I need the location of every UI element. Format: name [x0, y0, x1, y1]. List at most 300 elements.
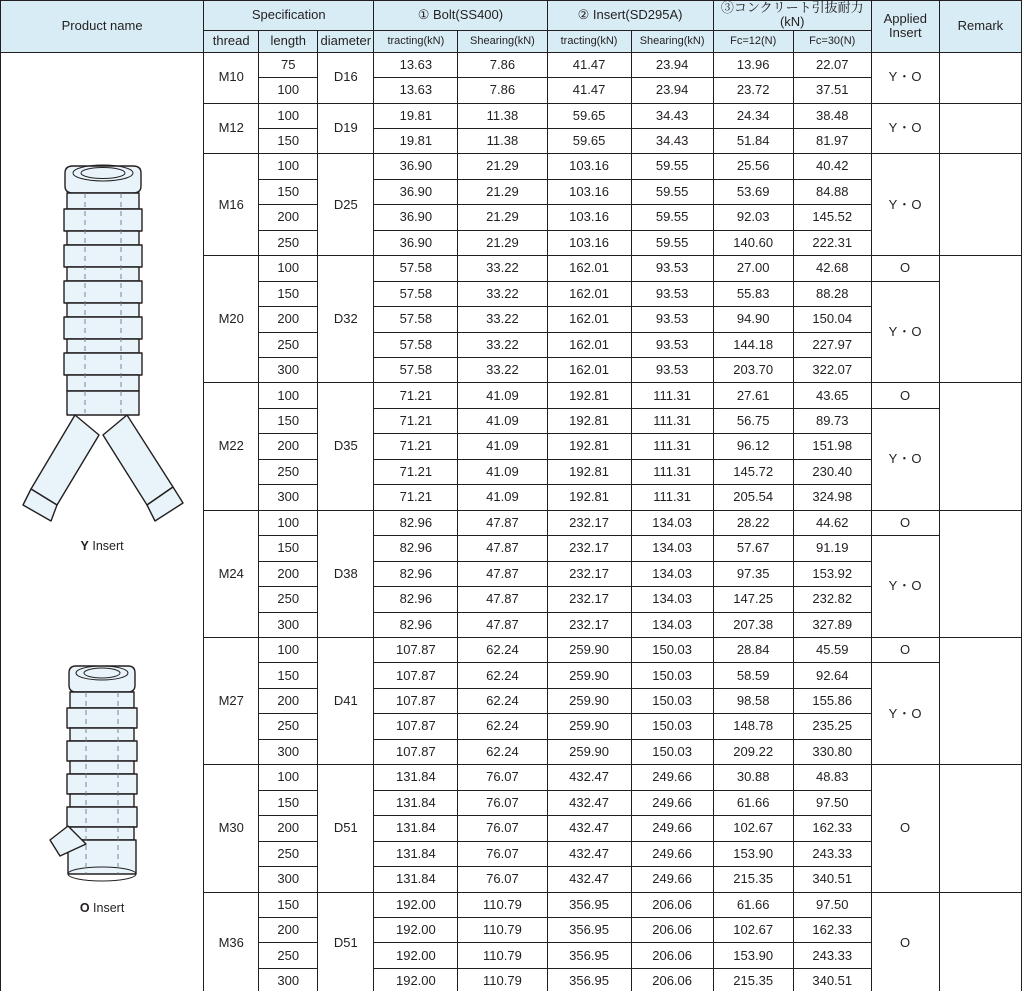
fc12-cell: 61.66 — [713, 892, 793, 917]
length-cell: 150 — [259, 408, 318, 433]
length-cell: 250 — [259, 714, 318, 739]
length-cell: 75 — [259, 52, 318, 77]
length-cell: 150 — [259, 128, 318, 153]
bolt-shearing-cell: 47.87 — [458, 536, 547, 561]
fc12-cell: 98.58 — [713, 688, 793, 713]
fc12-cell: 55.83 — [713, 281, 793, 306]
bolt-shearing-cell: 76.07 — [458, 841, 547, 866]
diameter-cell: D19 — [318, 103, 374, 154]
remark-cell — [939, 103, 1021, 154]
bolt-tracting-cell: 13.63 — [374, 52, 458, 77]
fc30-cell: 153.92 — [793, 561, 871, 586]
bolt-tracting-cell: 71.21 — [374, 383, 458, 408]
fc30-cell: 92.64 — [793, 663, 871, 688]
bolt-shearing-cell: 41.09 — [458, 434, 547, 459]
insert-tracting-cell: 259.90 — [547, 688, 631, 713]
y-insert-caption — [1, 538, 203, 554]
header-thread: thread — [204, 30, 259, 52]
bolt-tracting-cell: 36.90 — [374, 179, 458, 204]
length-cell: 100 — [259, 154, 318, 179]
table-body — [1, 52, 1022, 991]
insert-shearing-cell: 150.03 — [631, 714, 713, 739]
bolt-tracting-cell: 107.87 — [374, 688, 458, 713]
bolt-tracting-cell: 71.21 — [374, 459, 458, 484]
insert-shearing-cell: 134.03 — [631, 510, 713, 535]
fc30-cell: 97.50 — [793, 892, 871, 917]
bolt-tracting-cell: 57.58 — [374, 307, 458, 332]
bolt-tracting-cell: 57.58 — [374, 332, 458, 357]
insert-shearing-cell: 134.03 — [631, 536, 713, 561]
fc30-cell: 91.19 — [793, 536, 871, 561]
remark-cell — [939, 892, 1021, 991]
fc12-cell: 30.88 — [713, 765, 793, 790]
thread-cell: M16 — [204, 154, 259, 256]
fc12-cell: 13.96 — [713, 52, 793, 77]
fc12-cell: 97.35 — [713, 561, 793, 586]
applied-insert-cell: O — [871, 892, 939, 991]
thread-cell: M10 — [204, 52, 259, 103]
fc30-cell: 48.83 — [793, 765, 871, 790]
fc12-cell: 145.72 — [713, 459, 793, 484]
y-insert-image — [1, 130, 203, 538]
insert-shearing-cell: 93.53 — [631, 256, 713, 281]
bolt-shearing-cell: 76.07 — [458, 765, 547, 790]
length-cell: 150 — [259, 892, 318, 917]
fc30-cell: 243.33 — [793, 841, 871, 866]
length-cell: 200 — [259, 205, 318, 230]
insert-shearing-cell: 34.43 — [631, 103, 713, 128]
fc30-cell: 232.82 — [793, 587, 871, 612]
insert-shearing-cell: 206.06 — [631, 918, 713, 943]
header-fc12: Fc=12(N) — [713, 30, 793, 52]
length-cell: 150 — [259, 281, 318, 306]
length-cell: 250 — [259, 841, 318, 866]
remark-cell — [939, 52, 1021, 103]
o-insert-image — [1, 554, 203, 900]
length-cell: 300 — [259, 358, 318, 383]
fc30-cell: 22.07 — [793, 52, 871, 77]
length-cell: 250 — [259, 943, 318, 968]
fc12-cell: 53.69 — [713, 179, 793, 204]
length-cell: 100 — [259, 78, 318, 103]
fc30-cell: 44.62 — [793, 510, 871, 535]
remark-cell — [939, 638, 1021, 765]
bolt-tracting-cell: 36.90 — [374, 230, 458, 255]
length-cell: 100 — [259, 510, 318, 535]
insert-shearing-cell: 93.53 — [631, 281, 713, 306]
insert-tracting-cell: 259.90 — [547, 714, 631, 739]
length-cell: 250 — [259, 332, 318, 357]
insert-tracting-cell: 103.16 — [547, 205, 631, 230]
insert-shearing-cell: 111.31 — [631, 383, 713, 408]
fc12-cell: 215.35 — [713, 867, 793, 892]
length-cell: 200 — [259, 918, 318, 943]
fc12-cell: 144.18 — [713, 332, 793, 357]
fc30-cell: 162.33 — [793, 918, 871, 943]
header-insert-tracting: tracting(kN) — [547, 30, 631, 52]
bolt-shearing-cell: 7.86 — [458, 78, 547, 103]
bolt-tracting-cell: 131.84 — [374, 867, 458, 892]
applied-insert-cell: O — [871, 383, 939, 408]
bolt-shearing-cell: 62.24 — [458, 688, 547, 713]
length-cell: 100 — [259, 383, 318, 408]
bolt-shearing-cell: 33.22 — [458, 307, 547, 332]
bolt-shearing-cell: 41.09 — [458, 408, 547, 433]
remark-cell — [939, 510, 1021, 637]
thread-cell: M36 — [204, 892, 259, 991]
bolt-tracting-cell: 36.90 — [374, 154, 458, 179]
bolt-shearing-cell: 62.24 — [458, 714, 547, 739]
length-cell: 250 — [259, 230, 318, 255]
fc30-cell: 227.97 — [793, 332, 871, 357]
applied-insert-cell: Y・O — [871, 408, 939, 510]
insert-shearing-cell: 249.66 — [631, 867, 713, 892]
fc12-cell: 23.72 — [713, 78, 793, 103]
bolt-tracting-cell: 107.87 — [374, 739, 458, 764]
remark-cell — [939, 154, 1021, 256]
length-cell: 150 — [259, 179, 318, 204]
diameter-cell: D51 — [318, 892, 374, 991]
length-cell: 250 — [259, 587, 318, 612]
insert-shearing-cell: 134.03 — [631, 587, 713, 612]
header-diameter: diameter — [318, 30, 374, 52]
insert-tracting-cell: 259.90 — [547, 663, 631, 688]
length-cell: 300 — [259, 968, 318, 991]
insert-shearing-cell: 93.53 — [631, 358, 713, 383]
bolt-shearing-cell: 11.38 — [458, 128, 547, 153]
bolt-tracting-cell: 131.84 — [374, 816, 458, 841]
thread-cell: M30 — [204, 765, 259, 892]
bolt-shearing-cell: 33.22 — [458, 281, 547, 306]
bolt-tracting-cell: 192.00 — [374, 968, 458, 991]
length-cell: 250 — [259, 459, 318, 484]
fc12-cell: 94.90 — [713, 307, 793, 332]
diameter-cell: D16 — [318, 52, 374, 103]
header-applied-insert-line1: Applied — [883, 11, 927, 26]
fc12-cell: 92.03 — [713, 205, 793, 230]
insert-shearing-cell: 249.66 — [631, 790, 713, 815]
insert-tracting-cell: 192.81 — [547, 383, 631, 408]
fc12-cell: 57.67 — [713, 536, 793, 561]
insert-tracting-cell: 162.01 — [547, 256, 631, 281]
bolt-shearing-cell: 21.29 — [458, 205, 547, 230]
insert-tracting-cell: 103.16 — [547, 179, 631, 204]
insert-tracting-cell: 162.01 — [547, 332, 631, 357]
y-insert-drawing — [15, 148, 190, 538]
insert-shearing-cell: 93.53 — [631, 307, 713, 332]
applied-insert-cell: Y・O — [871, 536, 939, 638]
bolt-tracting-cell: 82.96 — [374, 561, 458, 586]
insert-tracting-cell: 259.90 — [547, 739, 631, 764]
fc30-cell: 88.28 — [793, 281, 871, 306]
fc12-cell: 215.35 — [713, 968, 793, 991]
bolt-shearing-cell: 21.29 — [458, 230, 547, 255]
y-insert-caption-text: Insert — [88, 539, 124, 554]
bolt-shearing-cell: 7.86 — [458, 52, 547, 77]
insert-shearing-cell: 59.55 — [631, 230, 713, 255]
insert-shearing-cell: 23.94 — [631, 78, 713, 103]
fc12-cell: 203.70 — [713, 358, 793, 383]
length-cell: 150 — [259, 790, 318, 815]
insert-shearing-cell: 111.31 — [631, 459, 713, 484]
insert-shearing-cell: 59.55 — [631, 179, 713, 204]
fc12-cell: 51.84 — [713, 128, 793, 153]
insert-tracting-cell: 356.95 — [547, 892, 631, 917]
y-insert-caption-letter: Y — [80, 539, 89, 554]
bolt-tracting-cell: 82.96 — [374, 587, 458, 612]
diameter-cell: D41 — [318, 638, 374, 765]
insert-tracting-cell: 103.16 — [547, 154, 631, 179]
remark-cell — [939, 383, 1021, 510]
applied-insert-cell: O — [871, 765, 939, 892]
insert-tracting-cell: 162.01 — [547, 281, 631, 306]
fc30-cell: 45.59 — [793, 638, 871, 663]
insert-tracting-cell: 41.47 — [547, 52, 631, 77]
bolt-shearing-cell: 76.07 — [458, 790, 547, 815]
bolt-shearing-cell: 21.29 — [458, 154, 547, 179]
insert-tracting-cell: 59.65 — [547, 128, 631, 153]
length-cell: 100 — [259, 638, 318, 663]
thread-cell: M27 — [204, 638, 259, 765]
diameter-cell: D25 — [318, 154, 374, 256]
applied-insert-cell: Y・O — [871, 154, 939, 256]
insert-tracting-cell: 432.47 — [547, 867, 631, 892]
insert-shearing-cell: 134.03 — [631, 612, 713, 637]
bolt-tracting-cell: 57.58 — [374, 281, 458, 306]
fc12-cell: 96.12 — [713, 434, 793, 459]
insert-tracting-cell: 41.47 — [547, 78, 631, 103]
insert-shearing-cell: 206.06 — [631, 943, 713, 968]
length-cell: 300 — [259, 612, 318, 637]
insert-shearing-cell: 150.03 — [631, 739, 713, 764]
length-cell: 300 — [259, 739, 318, 764]
header-product-name: Product name — [1, 1, 204, 53]
bolt-tracting-cell: 82.96 — [374, 510, 458, 535]
bolt-tracting-cell: 131.84 — [374, 790, 458, 815]
fc30-cell: 42.68 — [793, 256, 871, 281]
bolt-tracting-cell: 131.84 — [374, 765, 458, 790]
o-insert-caption-text: Insert — [89, 900, 125, 915]
header-fc30: Fc=30(N) — [793, 30, 871, 52]
remark-cell — [939, 256, 1021, 383]
bolt-shearing-cell: 21.29 — [458, 179, 547, 204]
diameter-cell: D38 — [318, 510, 374, 637]
length-cell: 100 — [259, 256, 318, 281]
applied-insert-cell: Y・O — [871, 281, 939, 383]
insert-shearing-cell: 23.94 — [631, 52, 713, 77]
bolt-shearing-cell: 47.87 — [458, 612, 547, 637]
applied-insert-cell: Y・O — [871, 52, 939, 103]
insert-tracting-cell: 232.17 — [547, 612, 631, 637]
length-cell: 200 — [259, 561, 318, 586]
insert-shearing-cell: 206.06 — [631, 968, 713, 991]
fc30-cell: 222.31 — [793, 230, 871, 255]
fc30-cell: 162.33 — [793, 816, 871, 841]
fc30-cell: 97.50 — [793, 790, 871, 815]
bolt-tracting-cell: 19.81 — [374, 128, 458, 153]
bolt-shearing-cell: 76.07 — [458, 816, 547, 841]
fc12-cell: 102.67 — [713, 816, 793, 841]
table-header — [1, 1, 1022, 53]
bolt-shearing-cell: 110.79 — [458, 943, 547, 968]
o-insert-caption — [1, 900, 203, 916]
length-cell: 100 — [259, 765, 318, 790]
bolt-shearing-cell: 11.38 — [458, 103, 547, 128]
insert-tracting-cell: 232.17 — [547, 587, 631, 612]
header-applied-insert-line2: Insert — [889, 25, 922, 41]
bolt-shearing-cell: 41.09 — [458, 485, 547, 510]
insert-shearing-cell: 93.53 — [631, 332, 713, 357]
fc12-cell: 147.25 — [713, 587, 793, 612]
bolt-shearing-cell: 62.24 — [458, 638, 547, 663]
fc30-cell: 43.65 — [793, 383, 871, 408]
bolt-tracting-cell: 192.00 — [374, 918, 458, 943]
bolt-shearing-cell: 62.24 — [458, 739, 547, 764]
insert-tracting-cell: 103.16 — [547, 230, 631, 255]
insert-shearing-cell: 206.06 — [631, 892, 713, 917]
fc12-cell: 58.59 — [713, 663, 793, 688]
insert-shearing-cell: 150.03 — [631, 638, 713, 663]
insert-tracting-cell: 356.95 — [547, 943, 631, 968]
header-specification: Specification — [204, 1, 374, 31]
fc12-cell: 102.67 — [713, 918, 793, 943]
header-bolt: ① Bolt(SS400) — [374, 1, 547, 31]
header-remark: Remark — [939, 1, 1021, 53]
bolt-shearing-cell: 110.79 — [458, 918, 547, 943]
table-row — [1, 52, 1022, 77]
insert-tracting-cell: 192.81 — [547, 459, 631, 484]
insert-tracting-cell: 162.01 — [547, 358, 631, 383]
fc30-cell: 38.48 — [793, 103, 871, 128]
bolt-tracting-cell: 192.00 — [374, 943, 458, 968]
insert-shearing-cell: 249.66 — [631, 816, 713, 841]
insert-tracting-cell: 432.47 — [547, 841, 631, 866]
fc12-cell: 148.78 — [713, 714, 793, 739]
fc12-cell: 24.34 — [713, 103, 793, 128]
bolt-tracting-cell: 107.87 — [374, 663, 458, 688]
bolt-shearing-cell: 110.79 — [458, 968, 547, 991]
insert-tracting-cell: 259.90 — [547, 638, 631, 663]
fc30-cell: 145.52 — [793, 205, 871, 230]
insert-shearing-cell: 34.43 — [631, 128, 713, 153]
insert-shearing-cell: 150.03 — [631, 663, 713, 688]
length-cell: 200 — [259, 307, 318, 332]
insert-shearing-cell: 134.03 — [631, 561, 713, 586]
fc30-cell: 235.25 — [793, 714, 871, 739]
bolt-shearing-cell: 33.22 — [458, 256, 547, 281]
fc30-cell: 40.42 — [793, 154, 871, 179]
fc12-cell: 28.22 — [713, 510, 793, 535]
bolt-tracting-cell: 82.96 — [374, 536, 458, 561]
applied-insert-cell: O — [871, 510, 939, 535]
fc12-cell: 205.54 — [713, 485, 793, 510]
fc30-cell: 37.51 — [793, 78, 871, 103]
insert-tracting-cell: 232.17 — [547, 536, 631, 561]
fc30-cell: 84.88 — [793, 179, 871, 204]
header-insert: ② Insert(SD295A) — [547, 1, 713, 31]
length-cell: 300 — [259, 867, 318, 892]
length-cell: 150 — [259, 536, 318, 561]
insert-tracting-cell: 356.95 — [547, 918, 631, 943]
length-cell: 200 — [259, 688, 318, 713]
bolt-tracting-cell: 107.87 — [374, 714, 458, 739]
fc12-cell: 27.61 — [713, 383, 793, 408]
bolt-tracting-cell: 71.21 — [374, 408, 458, 433]
header-concrete-pullout: ③コンクリート引抜耐力 (kN) — [713, 1, 871, 31]
bolt-tracting-cell: 71.21 — [374, 485, 458, 510]
insert-tracting-cell: 192.81 — [547, 485, 631, 510]
o-insert-caption-letter: O — [79, 900, 90, 915]
fc30-cell: 322.07 — [793, 358, 871, 383]
bolt-tracting-cell: 57.58 — [374, 358, 458, 383]
insert-shearing-cell: 111.31 — [631, 434, 713, 459]
thread-cell: M24 — [204, 510, 259, 637]
bolt-tracting-cell: 82.96 — [374, 612, 458, 637]
bolt-shearing-cell: 76.07 — [458, 867, 547, 892]
bolt-shearing-cell: 41.09 — [458, 459, 547, 484]
applied-insert-cell: Y・O — [871, 103, 939, 154]
length-cell: 300 — [259, 485, 318, 510]
header-insert-shearing: Shearing(kN) — [631, 30, 713, 52]
fc12-cell: 153.90 — [713, 943, 793, 968]
insert-tracting-cell: 192.81 — [547, 434, 631, 459]
applied-insert-cell: Y・O — [871, 663, 939, 765]
insert-tracting-cell: 432.47 — [547, 790, 631, 815]
insert-tracting-cell: 162.01 — [547, 307, 631, 332]
thread-cell: M12 — [204, 103, 259, 154]
fc30-cell: 330.80 — [793, 739, 871, 764]
bolt-tracting-cell: 107.87 — [374, 638, 458, 663]
bolt-tracting-cell: 192.00 — [374, 892, 458, 917]
fc30-cell: 324.98 — [793, 485, 871, 510]
fc12-cell: 207.38 — [713, 612, 793, 637]
applied-insert-cell: O — [871, 638, 939, 663]
insert-tracting-cell: 192.81 — [547, 408, 631, 433]
bolt-tracting-cell: 71.21 — [374, 434, 458, 459]
bolt-tracting-cell: 57.58 — [374, 256, 458, 281]
fc30-cell: 89.73 — [793, 408, 871, 433]
fc30-cell: 340.51 — [793, 968, 871, 991]
header-bolt-shearing: Shearing(kN) — [458, 30, 547, 52]
fc30-cell: 150.04 — [793, 307, 871, 332]
fc30-cell: 327.89 — [793, 612, 871, 637]
applied-insert-cell: O — [871, 256, 939, 281]
bolt-shearing-cell: 47.87 — [458, 510, 547, 535]
bolt-shearing-cell: 33.22 — [458, 358, 547, 383]
fc12-cell: 140.60 — [713, 230, 793, 255]
fc30-cell: 340.51 — [793, 867, 871, 892]
fc12-cell: 56.75 — [713, 408, 793, 433]
fc12-cell: 153.90 — [713, 841, 793, 866]
insert-tracting-cell: 356.95 — [547, 968, 631, 991]
o-insert-drawing — [32, 650, 172, 900]
diameter-cell: D35 — [318, 383, 374, 510]
length-cell: 200 — [259, 434, 318, 459]
header-applied-insert — [871, 1, 939, 53]
insert-tracting-cell: 232.17 — [547, 561, 631, 586]
bolt-shearing-cell: 47.87 — [458, 561, 547, 586]
insert-shearing-cell: 59.55 — [631, 154, 713, 179]
length-cell: 100 — [259, 103, 318, 128]
insert-tracting-cell: 59.65 — [547, 103, 631, 128]
fc30-cell: 81.97 — [793, 128, 871, 153]
fc30-cell: 243.33 — [793, 943, 871, 968]
fc30-cell: 230.40 — [793, 459, 871, 484]
insert-tracting-cell: 432.47 — [547, 816, 631, 841]
bolt-shearing-cell: 110.79 — [458, 892, 547, 917]
fc12-cell: 28.84 — [713, 638, 793, 663]
fc30-cell: 155.86 — [793, 688, 871, 713]
